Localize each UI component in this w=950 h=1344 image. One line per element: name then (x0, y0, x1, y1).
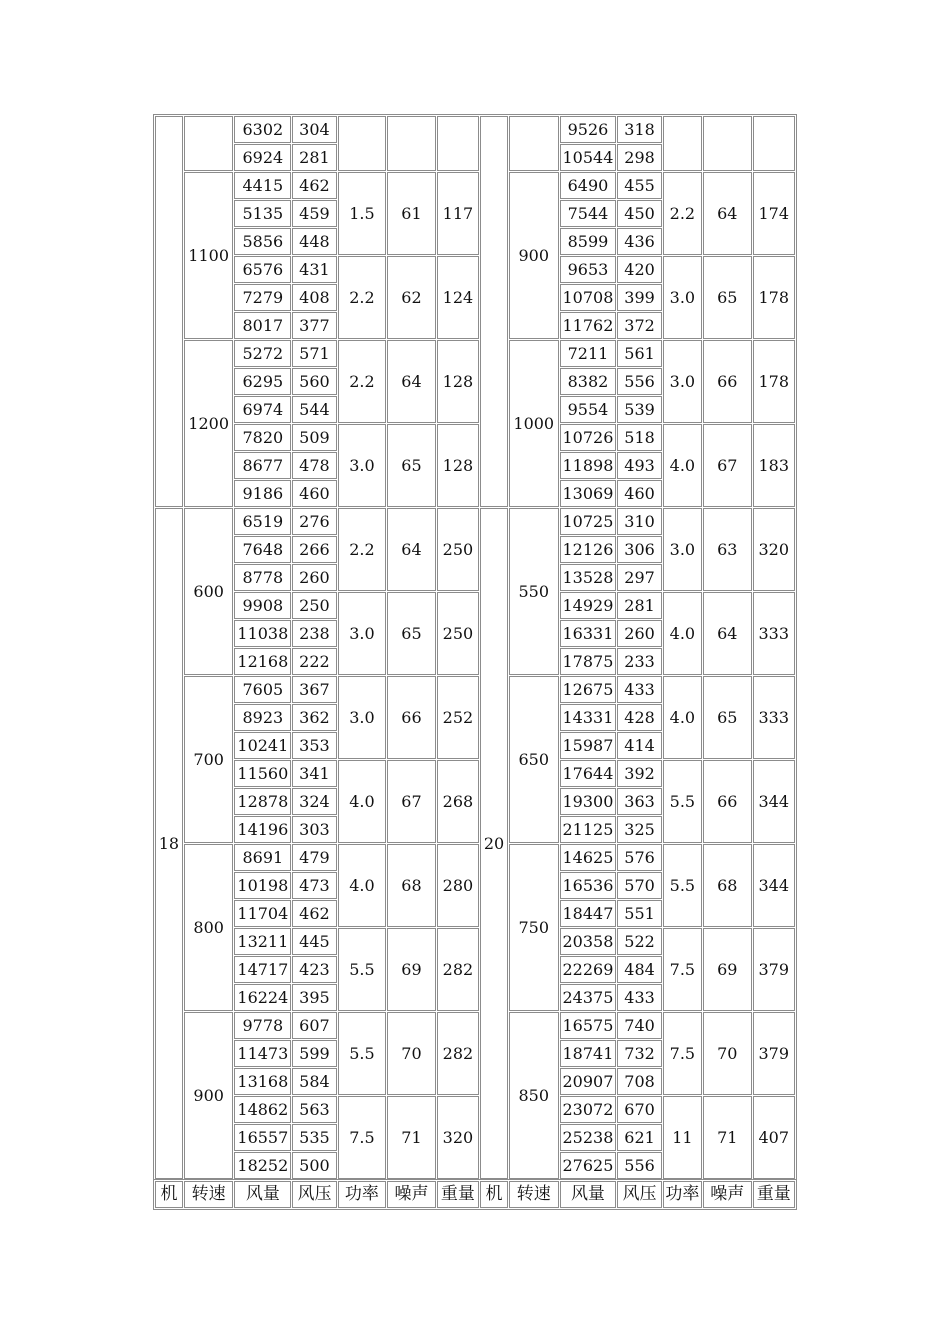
airflow-cell: 22269 (560, 956, 617, 983)
pressure-cell: 281 (617, 592, 661, 619)
pressure-cell: 509 (292, 424, 336, 451)
weight-cell: 117 (437, 172, 479, 255)
pressure-cell: 298 (617, 144, 661, 171)
airflow-cell: 9554 (560, 396, 617, 423)
airflow-cell: 9186 (234, 480, 291, 507)
pressure-cell: 670 (617, 1096, 661, 1123)
noise-cell: 65 (387, 424, 436, 507)
header-weight: 重量 (437, 1181, 479, 1208)
header-speed: 转速 (509, 1181, 559, 1208)
pressure-cell: 399 (617, 284, 661, 311)
airflow-cell: 11762 (560, 312, 617, 339)
pressure-cell: 563 (292, 1096, 336, 1123)
airflow-cell: 6924 (234, 144, 291, 171)
weight-cell: 320 (437, 1096, 479, 1179)
airflow-cell: 6490 (560, 172, 617, 199)
airflow-cell: 14625 (560, 844, 617, 871)
power-cell: 7.5 (663, 1012, 702, 1095)
airflow-cell: 27625 (560, 1152, 617, 1179)
weight-cell: 379 (753, 1012, 795, 1095)
weight-cell: 282 (437, 1012, 479, 1095)
weight-cell: 333 (753, 676, 795, 759)
pressure-cell: 479 (292, 844, 336, 871)
airflow-cell: 11038 (234, 620, 291, 647)
pressure-cell: 431 (292, 256, 336, 283)
machine-cell: 20 (480, 508, 508, 1179)
header-pressure: 风压 (617, 1181, 661, 1208)
airflow-cell: 13168 (234, 1068, 291, 1095)
pressure-cell: 556 (617, 368, 661, 395)
pressure-cell: 433 (617, 984, 661, 1011)
noise-cell: 64 (703, 172, 752, 255)
airflow-cell: 6576 (234, 256, 291, 283)
pressure-cell: 584 (292, 1068, 336, 1095)
weight-cell: 124 (437, 256, 479, 339)
pressure-cell: 303 (292, 816, 336, 843)
pressure-cell: 392 (617, 760, 661, 787)
noise-cell: 68 (387, 844, 436, 927)
noise-cell: 66 (703, 760, 752, 843)
table-row (155, 676, 795, 703)
airflow-cell: 5135 (234, 200, 291, 227)
airflow-cell: 14929 (560, 592, 617, 619)
pressure-cell: 621 (617, 1124, 661, 1151)
weight-cell: 183 (753, 424, 795, 507)
header-weight: 重量 (753, 1181, 795, 1208)
pressure-cell: 576 (617, 844, 661, 871)
noise-cell: 70 (703, 1012, 752, 1095)
airflow-cell: 9908 (234, 592, 291, 619)
airflow-cell: 17875 (560, 648, 617, 675)
airflow-cell: 4415 (234, 172, 291, 199)
airflow-cell: 8382 (560, 368, 617, 395)
weight-cell: 178 (753, 340, 795, 423)
airflow-cell: 25238 (560, 1124, 617, 1151)
airflow-cell: 10198 (234, 872, 291, 899)
header-noise: 噪声 (703, 1181, 752, 1208)
pressure-cell: 500 (292, 1152, 336, 1179)
power-cell: 3.0 (663, 340, 702, 423)
airflow-cell: 9526 (560, 116, 617, 143)
airflow-cell: 21125 (560, 816, 617, 843)
airflow-cell: 10726 (560, 424, 617, 451)
speed-cell: 1200 (184, 340, 234, 507)
weight-cell: 250 (437, 508, 479, 591)
table-row (155, 592, 795, 619)
weight-cell (437, 116, 479, 171)
noise-cell: 62 (387, 256, 436, 339)
weight-cell: 128 (437, 340, 479, 423)
airflow-cell: 11473 (234, 1040, 291, 1067)
pressure-cell: 571 (292, 340, 336, 367)
pressure-cell: 459 (292, 200, 336, 227)
pressure-cell: 276 (292, 508, 336, 535)
power-cell: 2.2 (338, 340, 387, 423)
power-cell: 5.5 (663, 844, 702, 927)
power-cell: 1.5 (338, 172, 387, 255)
noise-cell (703, 116, 752, 171)
pressure-cell: 478 (292, 452, 336, 479)
pressure-cell: 362 (292, 704, 336, 731)
pressure-cell: 535 (292, 1124, 336, 1151)
airflow-cell: 6295 (234, 368, 291, 395)
pressure-cell: 304 (292, 116, 336, 143)
pressure-cell: 544 (292, 396, 336, 423)
pressure-cell: 493 (617, 452, 661, 479)
airflow-cell: 20358 (560, 928, 617, 955)
header-pressure: 风压 (292, 1181, 336, 1208)
pressure-cell: 455 (617, 172, 661, 199)
speed-cell: 1100 (184, 172, 234, 339)
pressure-cell: 233 (617, 648, 661, 675)
noise-cell: 66 (387, 676, 436, 759)
fan-performance-table (153, 114, 797, 1181)
pressure-cell: 460 (292, 480, 336, 507)
pressure-cell: 306 (617, 536, 661, 563)
pressure-cell: 462 (292, 172, 336, 199)
table-row (155, 172, 795, 199)
airflow-cell: 10241 (234, 732, 291, 759)
power-cell: 5.5 (663, 760, 702, 843)
pressure-cell: 363 (617, 788, 661, 815)
airflow-cell: 13069 (560, 480, 617, 507)
pressure-cell: 297 (617, 564, 661, 591)
noise-cell: 66 (703, 340, 752, 423)
power-cell: 4.0 (338, 760, 387, 843)
weight-cell: 379 (753, 928, 795, 1011)
speed-cell: 800 (184, 844, 234, 1011)
power-cell: 4.0 (663, 424, 702, 507)
weight-cell: 128 (437, 424, 479, 507)
weight-cell: 178 (753, 256, 795, 339)
airflow-cell: 7211 (560, 340, 617, 367)
power-cell: 3.0 (338, 424, 387, 507)
airflow-cell: 8691 (234, 844, 291, 871)
pressure-cell: 732 (617, 1040, 661, 1067)
speed-cell: 1000 (509, 340, 559, 507)
airflow-cell: 18447 (560, 900, 617, 927)
pressure-cell: 556 (617, 1152, 661, 1179)
header-row (155, 1181, 795, 1208)
weight-cell: 250 (437, 592, 479, 675)
pressure-cell: 324 (292, 788, 336, 815)
airflow-cell: 19300 (560, 788, 617, 815)
header-power: 功率 (663, 1181, 702, 1208)
airflow-cell: 10544 (560, 144, 617, 171)
pressure-cell: 539 (617, 396, 661, 423)
table-row (155, 424, 795, 451)
weight-cell: 282 (437, 928, 479, 1011)
table-row (155, 256, 795, 283)
table-row (155, 844, 795, 871)
weight-cell: 280 (437, 844, 479, 927)
pressure-cell: 460 (617, 480, 661, 507)
pressure-cell: 341 (292, 760, 336, 787)
airflow-cell: 6519 (234, 508, 291, 535)
table-row (155, 1012, 795, 1039)
airflow-cell: 13528 (560, 564, 617, 591)
noise-cell: 64 (703, 592, 752, 675)
pressure-cell: 325 (617, 816, 661, 843)
machine-cell (155, 116, 183, 507)
airflow-cell: 7605 (234, 676, 291, 703)
weight-cell: 320 (753, 508, 795, 591)
airflow-cell: 14196 (234, 816, 291, 843)
noise-cell: 71 (387, 1096, 436, 1179)
noise-cell: 61 (387, 172, 436, 255)
table-row (155, 928, 795, 955)
pressure-cell: 260 (617, 620, 661, 647)
airflow-cell: 6974 (234, 396, 291, 423)
header-machine: 机 (480, 1181, 508, 1208)
airflow-cell: 8923 (234, 704, 291, 731)
noise-cell: 70 (387, 1012, 436, 1095)
pressure-cell: 281 (292, 144, 336, 171)
airflow-cell: 13211 (234, 928, 291, 955)
noise-cell: 65 (703, 256, 752, 339)
power-cell: 11 (663, 1096, 702, 1179)
speed-cell: 700 (184, 676, 234, 843)
airflow-cell: 7279 (234, 284, 291, 311)
weight-cell: 344 (753, 760, 795, 843)
speed-cell: 750 (509, 844, 559, 1011)
machine-cell (480, 116, 508, 507)
noise-cell: 65 (387, 592, 436, 675)
pressure-cell: 740 (617, 1012, 661, 1039)
pressure-cell: 607 (292, 1012, 336, 1039)
table-row (155, 116, 795, 143)
airflow-cell: 16536 (560, 872, 617, 899)
header-airflow: 风量 (234, 1181, 291, 1208)
airflow-cell: 12675 (560, 676, 617, 703)
airflow-cell: 8778 (234, 564, 291, 591)
power-cell: 5.5 (338, 1012, 387, 1095)
pressure-cell: 484 (617, 956, 661, 983)
pressure-cell: 561 (617, 340, 661, 367)
power-cell: 4.0 (663, 676, 702, 759)
pressure-cell: 570 (617, 872, 661, 899)
airflow-cell: 5272 (234, 340, 291, 367)
airflow-cell: 11898 (560, 452, 617, 479)
airflow-cell: 10708 (560, 284, 617, 311)
pressure-cell: 599 (292, 1040, 336, 1067)
pressure-cell: 433 (617, 676, 661, 703)
pressure-cell: 428 (617, 704, 661, 731)
airflow-cell: 14331 (560, 704, 617, 731)
weight-cell (753, 116, 795, 171)
header-speed: 转速 (184, 1181, 234, 1208)
speed-cell (184, 116, 234, 171)
table-row (155, 508, 795, 535)
pressure-cell: 448 (292, 228, 336, 255)
weight-cell: 268 (437, 760, 479, 843)
airflow-cell: 14862 (234, 1096, 291, 1123)
pressure-cell: 445 (292, 928, 336, 955)
noise-cell: 68 (703, 844, 752, 927)
airflow-cell: 6302 (234, 116, 291, 143)
airflow-cell: 7648 (234, 536, 291, 563)
weight-cell: 333 (753, 592, 795, 675)
power-cell: 3.0 (338, 676, 387, 759)
airflow-cell: 7544 (560, 200, 617, 227)
power-cell (338, 116, 387, 171)
airflow-cell: 16557 (234, 1124, 291, 1151)
speed-cell: 550 (509, 508, 559, 675)
pressure-cell: 414 (617, 732, 661, 759)
pressure-cell: 408 (292, 284, 336, 311)
power-cell: 4.0 (338, 844, 387, 927)
airflow-cell: 7820 (234, 424, 291, 451)
airflow-cell: 10725 (560, 508, 617, 535)
power-cell: 3.0 (338, 592, 387, 675)
power-cell: 4.0 (663, 592, 702, 675)
airflow-cell: 18741 (560, 1040, 617, 1067)
noise-cell: 67 (703, 424, 752, 507)
pressure-cell: 353 (292, 732, 336, 759)
power-cell: 2.2 (663, 172, 702, 255)
speed-cell: 850 (509, 1012, 559, 1179)
pressure-cell: 310 (617, 508, 661, 535)
airflow-cell: 9778 (234, 1012, 291, 1039)
pressure-cell: 436 (617, 228, 661, 255)
power-cell: 7.5 (338, 1096, 387, 1179)
airflow-cell: 12168 (234, 648, 291, 675)
noise-cell: 71 (703, 1096, 752, 1179)
pressure-cell: 250 (292, 592, 336, 619)
pressure-cell: 560 (292, 368, 336, 395)
pressure-cell: 222 (292, 648, 336, 675)
pressure-cell: 260 (292, 564, 336, 591)
table-row (155, 340, 795, 367)
airflow-cell: 24375 (560, 984, 617, 1011)
machine-cell: 18 (155, 508, 183, 1179)
airflow-cell: 8599 (560, 228, 617, 255)
power-cell (663, 116, 702, 171)
column-header-table (153, 1179, 797, 1210)
speed-cell: 600 (184, 508, 234, 675)
airflow-cell: 20907 (560, 1068, 617, 1095)
airflow-cell: 8017 (234, 312, 291, 339)
header-noise: 噪声 (387, 1181, 436, 1208)
pressure-cell: 367 (292, 676, 336, 703)
weight-cell: 174 (753, 172, 795, 255)
pressure-cell: 377 (292, 312, 336, 339)
noise-cell: 67 (387, 760, 436, 843)
airflow-cell: 12126 (560, 536, 617, 563)
pressure-cell: 395 (292, 984, 336, 1011)
pressure-cell: 318 (617, 116, 661, 143)
pressure-cell: 473 (292, 872, 336, 899)
pressure-cell: 462 (292, 900, 336, 927)
power-cell: 3.0 (663, 256, 702, 339)
pressure-cell: 522 (617, 928, 661, 955)
airflow-cell: 23072 (560, 1096, 617, 1123)
weight-cell: 252 (437, 676, 479, 759)
airflow-cell: 14717 (234, 956, 291, 983)
noise-cell: 65 (703, 676, 752, 759)
table-row (155, 760, 795, 787)
airflow-cell: 11560 (234, 760, 291, 787)
speed-cell: 900 (509, 172, 559, 339)
power-cell: 5.5 (338, 928, 387, 1011)
airflow-cell: 5856 (234, 228, 291, 255)
speed-cell: 900 (184, 1012, 234, 1179)
noise-cell: 64 (387, 508, 436, 591)
airflow-cell: 17644 (560, 760, 617, 787)
pressure-cell: 372 (617, 312, 661, 339)
speed-cell (509, 116, 559, 171)
airflow-cell: 12878 (234, 788, 291, 815)
pressure-cell: 708 (617, 1068, 661, 1095)
pressure-cell: 238 (292, 620, 336, 647)
pressure-cell: 518 (617, 424, 661, 451)
pressure-cell: 551 (617, 900, 661, 927)
airflow-cell: 16575 (560, 1012, 617, 1039)
pressure-cell: 420 (617, 256, 661, 283)
weight-cell: 344 (753, 844, 795, 927)
power-cell: 2.2 (338, 508, 387, 591)
table-row (155, 1096, 795, 1123)
power-cell: 2.2 (338, 256, 387, 339)
header-airflow: 风量 (560, 1181, 617, 1208)
noise-cell: 64 (387, 340, 436, 423)
noise-cell: 63 (703, 508, 752, 591)
airflow-cell: 11704 (234, 900, 291, 927)
pressure-cell: 450 (617, 200, 661, 227)
pressure-cell: 266 (292, 536, 336, 563)
power-cell: 3.0 (663, 508, 702, 591)
airflow-cell: 8677 (234, 452, 291, 479)
noise-cell: 69 (703, 928, 752, 1011)
airflow-cell: 16331 (560, 620, 617, 647)
noise-cell: 69 (387, 928, 436, 1011)
header-power: 功率 (338, 1181, 387, 1208)
airflow-cell: 16224 (234, 984, 291, 1011)
airflow-cell: 18252 (234, 1152, 291, 1179)
weight-cell: 407 (753, 1096, 795, 1179)
speed-cell: 650 (509, 676, 559, 843)
pressure-cell: 423 (292, 956, 336, 983)
power-cell: 7.5 (663, 928, 702, 1011)
header-machine: 机 (155, 1181, 183, 1208)
airflow-cell: 9653 (560, 256, 617, 283)
noise-cell (387, 116, 436, 171)
airflow-cell: 15987 (560, 732, 617, 759)
